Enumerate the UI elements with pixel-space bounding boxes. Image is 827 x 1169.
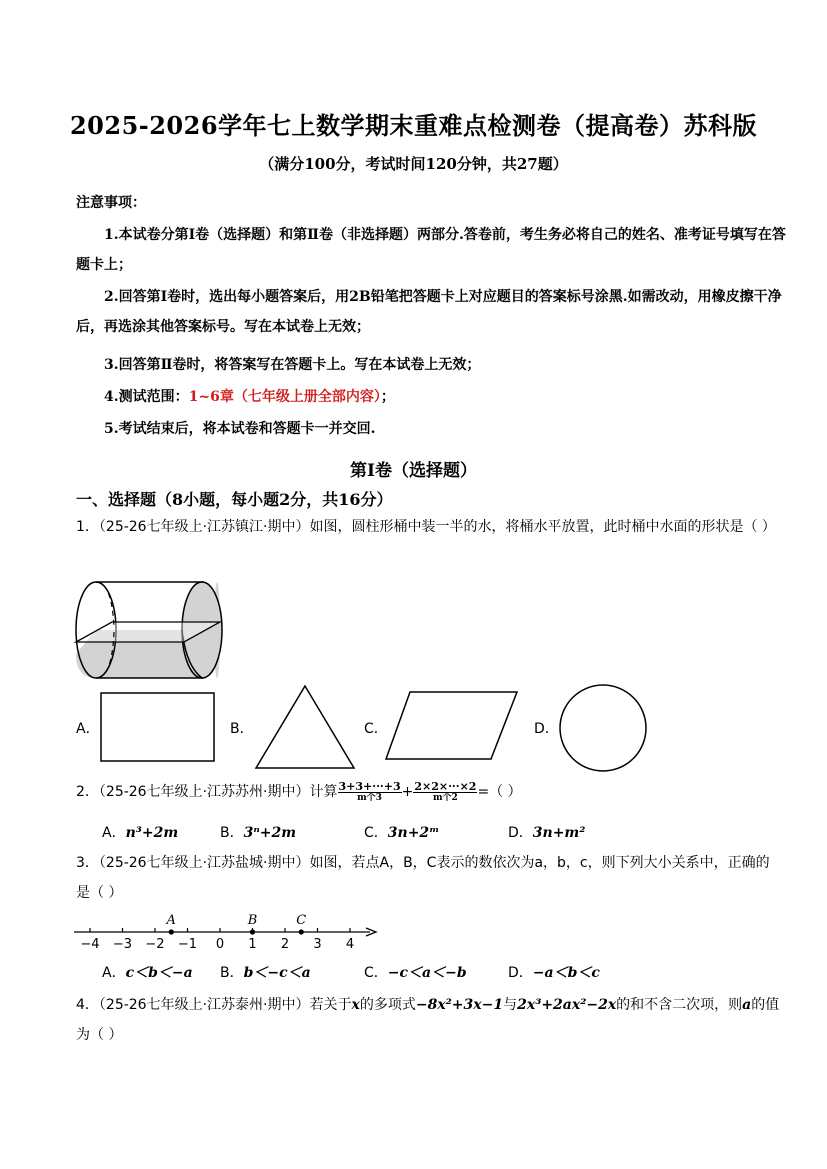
q3-option-c-label: C． <box>364 965 388 981</box>
q2-plus: + <box>401 784 414 800</box>
q2-fraction-1 <box>338 781 402 804</box>
q2-fraction-2 <box>413 781 477 804</box>
q2-option-b-label: B． <box>220 825 244 841</box>
question-4-text <box>76 990 788 1050</box>
q4-poly-1: −8x²+3x−1 <box>415 997 504 1013</box>
number-line-tick-label: −3 <box>112 937 133 952</box>
q4-text-1: 4．（25-26七年级上·江苏泰州·期中）若关于 <box>76 997 352 1013</box>
q1-option-d[interactable]: D． <box>534 721 559 737</box>
rectangle-shape <box>100 692 216 764</box>
note-item-3: 3.回答第Ⅱ卷时，将答案写在答题卡上。写在本试卷上无效； <box>104 357 481 373</box>
q3-option-d[interactable] <box>508 962 600 982</box>
q1-option-c[interactable]: C． <box>364 721 388 737</box>
question-2-text <box>76 777 776 807</box>
q4-var-a: a <box>742 997 752 1013</box>
section-title: 第Ⅰ卷（选择题） <box>350 461 477 481</box>
q2-prefix: 2．（25-26七年级上·江苏苏州·期中）计算 <box>76 784 338 800</box>
number-line-tick-label: 2 <box>280 937 290 952</box>
q3-option-a[interactable] <box>102 962 193 982</box>
q2-option-b[interactable] <box>220 822 296 842</box>
q2-option-d-expr: 3n+m² <box>532 825 586 841</box>
note-item-1: 1.本试卷分第Ⅰ卷（选择题）和第Ⅱ卷（非选择题）两部分.答卷前，考生务必将自己的姓名、准考证号填写在答题卡上； <box>76 227 786 273</box>
q2-frac1-den: m个3 <box>357 792 382 803</box>
number-line-tick-label: −4 <box>80 937 100 952</box>
number-line-point-label: B <box>247 913 258 928</box>
q2-option-b-expr: 3ⁿ+2m <box>243 825 297 841</box>
q4-var-x: x <box>351 997 360 1013</box>
q2-option-a-expr: n³+2m <box>125 825 179 841</box>
number-line-point-a <box>169 929 174 934</box>
q3-option-b-label: B． <box>220 965 244 981</box>
q2-option-c-label: C． <box>364 825 388 841</box>
number-line <box>74 910 384 954</box>
q2-frac2-den: m个2 <box>433 792 458 803</box>
triangle-shape <box>254 684 356 770</box>
q3-option-a-expr: c＜b＜−a <box>125 965 193 981</box>
q1-option-a[interactable]: A． <box>76 721 100 737</box>
q2-option-c[interactable] <box>364 822 439 842</box>
q4-poly-2: 2x³+2ax²−2x <box>517 997 617 1013</box>
q1-option-b[interactable]: B． <box>230 721 254 737</box>
q4-text-3: 与 <box>503 997 518 1013</box>
number-line-tick-label: −2 <box>145 937 165 952</box>
q2-option-d[interactable] <box>508 822 585 842</box>
number-line-point-label: A <box>166 913 176 928</box>
q4-text-4: 的和不含二次项，则 <box>616 997 743 1013</box>
note-item-4-label: 4.测试范围： <box>104 389 189 405</box>
part-title: 一、选择题（8小题，每小题2分，共16分） <box>76 490 393 509</box>
number-line-tick-label: 3 <box>313 937 322 952</box>
number-line-point-c <box>299 929 304 934</box>
question-1-text: 1．（25-26七年级上·江苏镇江·期中）如图，圆柱形桶中装一半的水，将桶水平放置，此时桶中水面的形状是（ ） <box>76 519 776 535</box>
circle-shape <box>558 683 648 773</box>
number-line-point-label: C <box>296 913 307 928</box>
number-line-tick-label: 1 <box>248 937 257 952</box>
notes-heading: 注意事项： <box>76 195 146 211</box>
cylinder-figure <box>74 578 224 682</box>
number-line-tick-label: −1 <box>177 937 198 952</box>
question-3-text: 3．（25-26七年级上·江苏盐城·期中）如图，若点A，B，C表示的数依次为a，b，c，则下列大小关系中，正确的是（ ） <box>76 855 770 901</box>
q2-frac1-num: 3+3+···+3 <box>338 779 401 793</box>
test-scope: 1~6章（七年级上册全部内容） <box>188 389 381 405</box>
parallelogram-shape <box>384 690 520 762</box>
q2-option-a[interactable] <box>102 822 178 842</box>
note-item-2: 2.回答第Ⅰ卷时，选出每小题答案后，用2B铅笔把答题卡上对应题目的答案标号涂黑.如需改动，用橡皮擦干净后，再选涂其他答案标号。写在本试卷上无效； <box>76 289 782 335</box>
q4-text-2: 的多项式 <box>359 997 416 1013</box>
note-item-5: 5.考试结束后，将本试卷和答题卡一并交回. <box>104 421 376 437</box>
q2-frac2-num: 2×2×···×2 <box>414 779 477 793</box>
number-line-point-b <box>250 929 255 934</box>
number-line-tick-label: 4 <box>345 937 355 952</box>
q3-option-a-label: A． <box>102 965 126 981</box>
q3-option-d-label: D． <box>508 965 533 981</box>
q2-option-a-label: A． <box>102 825 126 841</box>
q2-suffix: =（ ） <box>477 784 522 800</box>
exam-subtitle: （满分100分，考试时间120分钟，共27题） <box>259 155 568 173</box>
q3-option-c[interactable] <box>364 962 467 982</box>
q4-text-5: 的值为（ ） <box>76 997 780 1043</box>
q3-option-c-expr: −c＜a＜−b <box>387 965 467 981</box>
q3-option-b[interactable] <box>220 962 311 982</box>
q3-option-d-expr: −a＜b＜c <box>532 965 600 981</box>
note-item-4-tail: ； <box>380 389 395 405</box>
q2-option-c-expr: 3n+2ᵐ <box>387 825 440 841</box>
q2-option-d-label: D． <box>508 825 533 841</box>
note-item-4 <box>76 382 791 412</box>
exam-title: 2025-2026学年七上数学期末重难点检测卷（提高卷）苏科版 <box>69 111 758 140</box>
q3-option-b-expr: b＜−c＜a <box>243 965 311 981</box>
number-line-tick-label: 0 <box>215 937 225 952</box>
